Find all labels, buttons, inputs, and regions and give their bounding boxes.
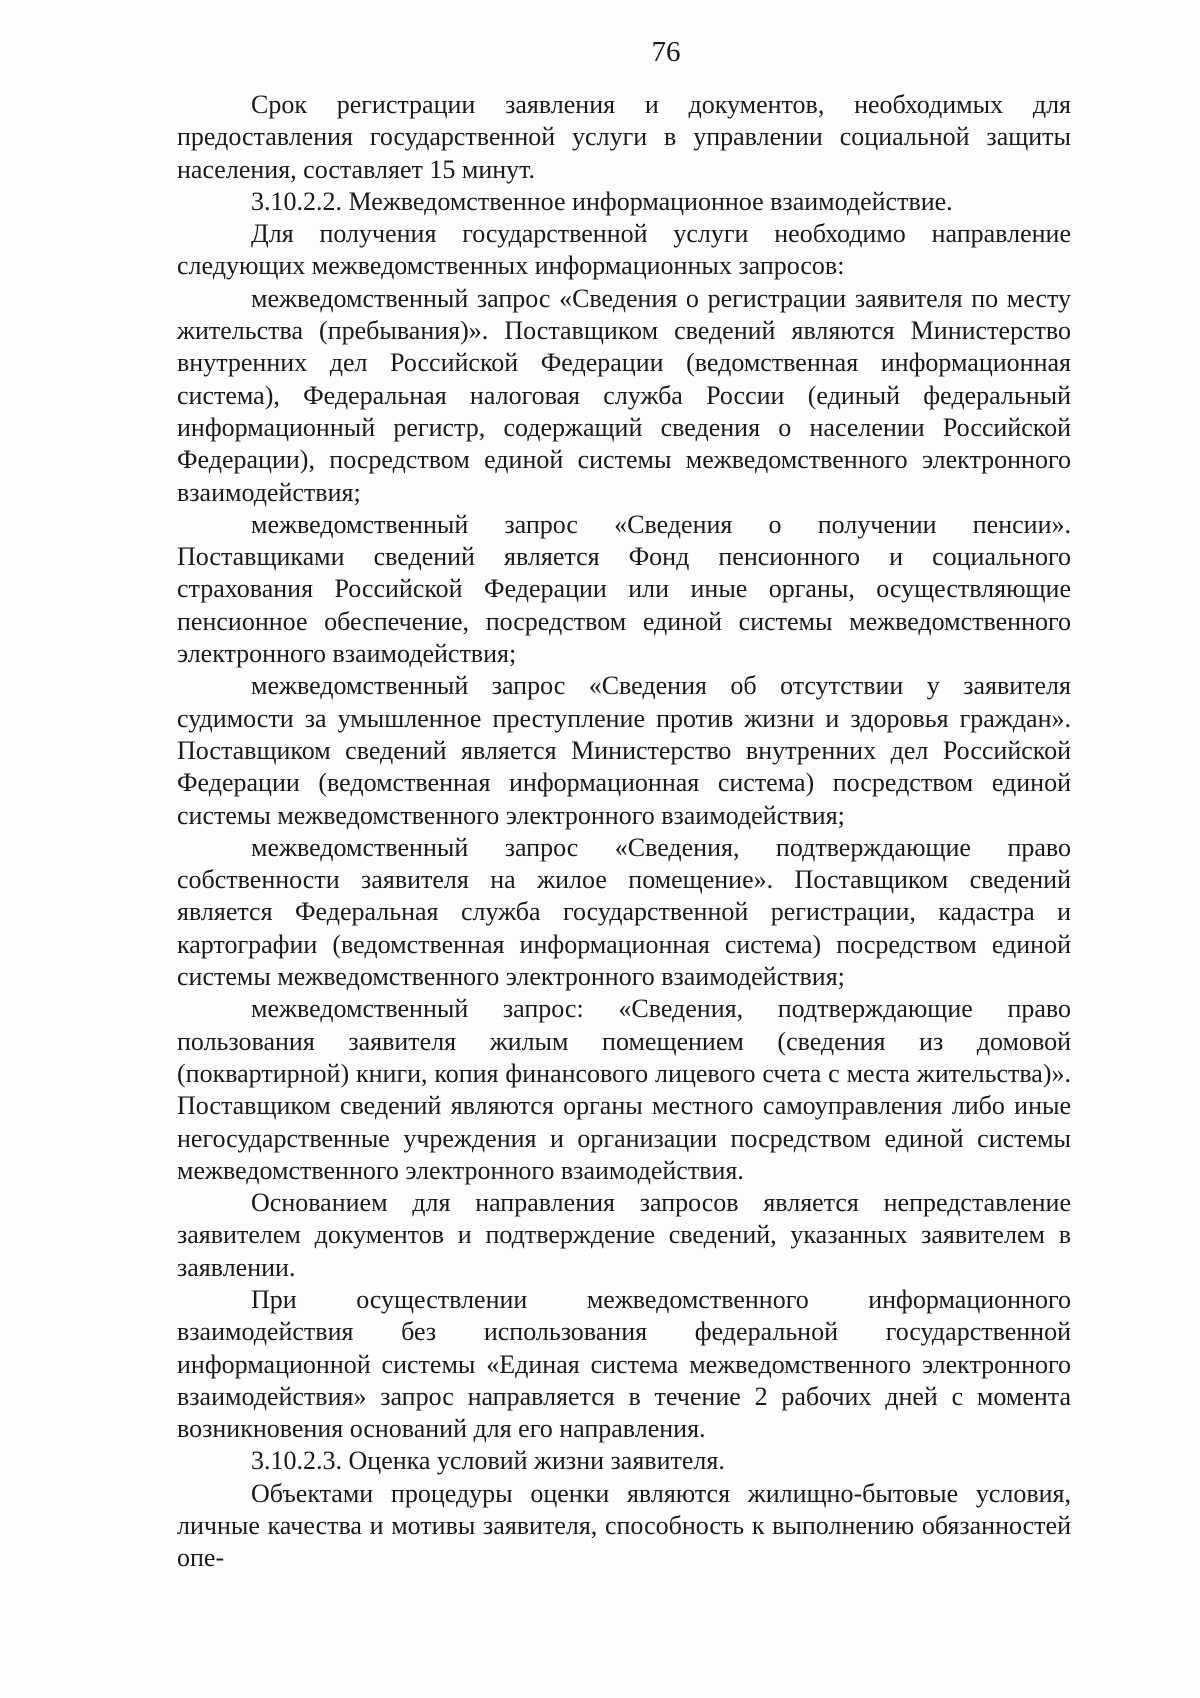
paragraph-requests-intro: Для получения государственной услуги необходимо направление следующих межведомственных информационных запросов: <box>177 219 1071 281</box>
paragraph-assessment-objects: Объектами процедуры оценки являются жилищно-бытовые условия, личные качества и мотивы заявителя, способность к выполнению обязанностей опе- <box>177 1478 1071 1573</box>
document-body <box>177 89 1071 1575</box>
section-heading-3-10-2-3: 3.10.2.3. Оценка условий жизни заявителя. <box>251 1446 725 1476</box>
request-item-ownership: межведомственный запрос «Сведения, подтверждающие право собственности заявителя на жилое помещение». Поставщиком сведений является Федеральная служба государственной регистрации, кадастра и картографии (ведомственная информационная система) посредством единой системы межведомственного электронного взаимодействия; <box>177 832 1071 992</box>
request-item-pension: межведомственный запрос «Сведения о получении пенсии». Поставщиками сведений является Фонд пенсионного и социального страхования Российской Федерации или иные органы, осуществляющие пенсионное обеспечение, посредством единой системы межведомственного электронного взаимодействия; <box>177 509 1071 669</box>
section-heading-3-10-2-2: 3.10.2.2. Межведомственное информационное взаимодействие. <box>251 186 953 216</box>
paragraph-request-basis: Основанием для направления запросов является непредставление заявителем документов и подтверждение сведений, указанных заявителем в заявлении. <box>177 1188 1071 1282</box>
request-item-usage-right: межведомственный запрос: «Сведения, подтверждающие право пользования заявителя жилым помещением (сведения из домовой (поквартирной) книги, копия финансового лицевого счета с места жительства)». Поставщиком сведений являются органы местного самоуправления либо иные негосударственные учреждения и организации посредством единой системы межведомственного электронного взаимодействия. <box>177 994 1071 1185</box>
paragraph-request-deadline: При осуществлении межведомственного информационного взаимодействия без использования федеральной государственной информационной системы «Единая система межведомственного электронного взаимодействия» запрос направляется в течение 2 рабочих дней с момента возникновения оснований для его направления. <box>177 1284 1071 1444</box>
request-item-residence: межведомственный запрос «Сведения о регистрации заявителя по месту жительства (пребывания)». Поставщиком сведений являются Министерство внутренних дел Российской Федерации (ведомственная информационная система), Федеральная налоговая служба России (единый федеральный информационный регистр, содержащий сведения о населении Российской Федерации), посредством единой системы межведомственного электронного взаимодействия; <box>177 283 1071 507</box>
request-item-criminal-record: межведомственный запрос «Сведения об отсутствии у заявителя судимости за умышленное преступление против жизни и здоровья граждан». Поставщиком сведений является Министерство внутренних дел Российской Федерации (ведомственная информационная система) посредством единой системы межведомственного электронного взаимодействия; <box>177 671 1071 830</box>
paragraph-registration-term: Срок регистрации заявления и документов, необходимых для предоставления государственной услуги в управлении социальной защиты населения, составляет 15 минут. <box>177 90 1071 184</box>
page-number: 76 <box>651 36 681 68</box>
